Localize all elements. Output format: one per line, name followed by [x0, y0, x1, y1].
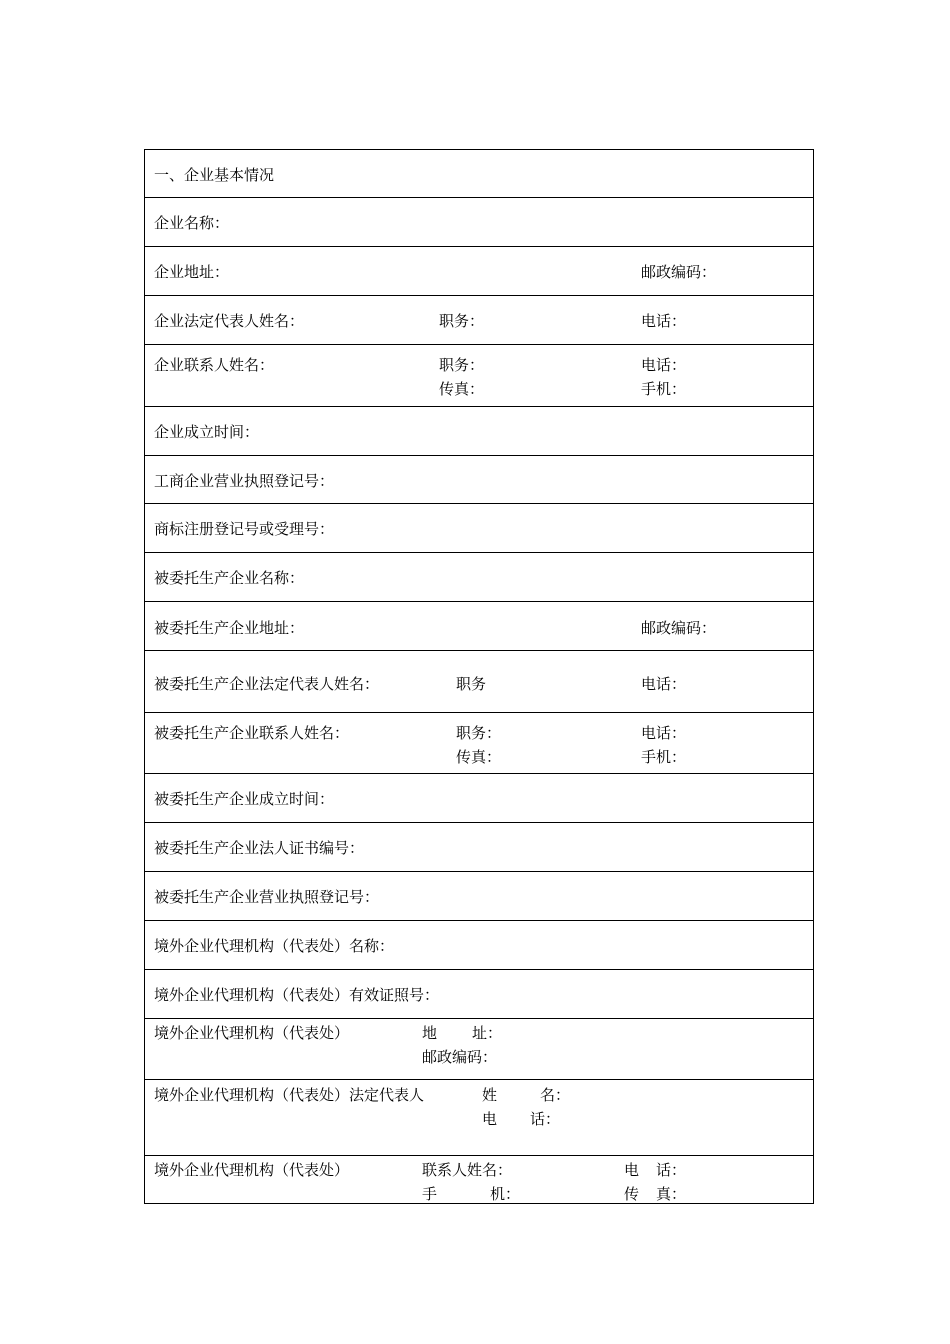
entrusted-address-row [145, 602, 813, 651]
entrusted-legal-rep-label: 被委托生产企业法定代表人姓名： [154, 675, 380, 693]
position-label: 职务： [439, 312, 485, 330]
phone-label: 电话： [641, 675, 687, 693]
mobile-label-char2: 机： [490, 1185, 521, 1203]
overseas-legal-rep-label: 境外企业代理机构（代表处）法定代表人 [154, 1086, 425, 1104]
enterprise-info-form [144, 149, 814, 1204]
tel-label-char2: 话： [656, 1161, 687, 1179]
entrusted-license-label: 被委托生产企业营业执照登记号： [154, 888, 380, 906]
section-title: 一、企业基本情况 [154, 166, 275, 184]
entrusted-contact-label: 被委托生产企业联系人姓名： [154, 724, 350, 742]
overseas-agent-name-row [145, 921, 813, 970]
mobile-label: 手机： [641, 748, 687, 766]
entrusted-legal-cert-row [145, 823, 813, 872]
business-license-label: 工商企业营业执照登记号： [154, 472, 335, 490]
trademark-label: 商标注册登记号或受理号： [154, 520, 335, 538]
fax-label: 传真： [456, 748, 502, 766]
legal-rep-name-label: 企业法定代表人姓名： [154, 312, 305, 330]
company-name-label: 企业名称： [154, 214, 230, 232]
entrusted-legal-rep-row [145, 651, 813, 713]
name-label-char2: 名： [540, 1086, 571, 1104]
company-address-label: 企业地址： [154, 263, 230, 281]
overseas-agent-name-label: 境外企业代理机构（代表处）名称： [154, 937, 395, 955]
overseas-agent-address-row [145, 1019, 813, 1080]
position-label: 职务： [439, 356, 485, 374]
postcode-label: 邮政编码： [641, 263, 717, 281]
overseas-legal-rep-row [145, 1080, 813, 1156]
section-title-row [145, 150, 813, 198]
position-label: 职务 [456, 675, 487, 693]
phone-label: 电话： [641, 724, 687, 742]
fax-label-char2: 真： [656, 1185, 687, 1203]
founded-row [145, 407, 813, 456]
fax-label-char1: 传 [624, 1185, 640, 1203]
postcode-label: 邮政编码： [641, 619, 717, 637]
entrusted-name-label: 被委托生产企业名称： [154, 569, 305, 587]
company-address-row [145, 247, 813, 296]
overseas-agent-cert-row [145, 970, 813, 1019]
entrusted-founded-row [145, 774, 813, 823]
phone-label: 电话： [641, 312, 687, 330]
position-label: 职务： [456, 724, 502, 742]
entrusted-license-row [145, 872, 813, 921]
overseas-agent-label: 境外企业代理机构（代表处） [154, 1161, 350, 1179]
postcode-label: 邮政编码： [422, 1048, 498, 1066]
trademark-row [145, 504, 813, 553]
tel-label-char2: 话： [530, 1110, 561, 1128]
address-label-char1: 地 [422, 1024, 438, 1042]
entrusted-contact-row [145, 713, 813, 774]
legal-rep-row [145, 296, 813, 345]
fax-label: 传真： [439, 380, 485, 398]
overseas-contact-row [145, 1156, 813, 1205]
company-name-row [145, 198, 813, 247]
entrusted-address-label: 被委托生产企业地址： [154, 619, 305, 637]
mobile-label-char1: 手 [422, 1185, 438, 1203]
name-label-char1: 姓 [482, 1086, 498, 1104]
entrusted-name-row [145, 553, 813, 602]
contact-name-label: 企业联系人姓名： [154, 356, 275, 374]
phone-label: 电话： [641, 356, 687, 374]
overseas-agent-cert-label: 境外企业代理机构（代表处）有效证照号： [154, 986, 440, 1004]
tel-label-char1: 电 [482, 1110, 498, 1128]
address-label-char2: 址： [472, 1024, 503, 1042]
overseas-agent-label: 境外企业代理机构（代表处） [154, 1024, 350, 1042]
entrusted-legal-cert-label: 被委托生产企业法人证书编号： [154, 839, 365, 857]
tel-label-char1: 电 [624, 1161, 640, 1179]
contact-row [145, 345, 813, 407]
contact-person-name-label: 联系人姓名： [422, 1161, 513, 1179]
mobile-label: 手机： [641, 380, 687, 398]
business-license-row [145, 456, 813, 504]
founded-label: 企业成立时间： [154, 423, 260, 441]
entrusted-founded-label: 被委托生产企业成立时间： [154, 790, 335, 808]
